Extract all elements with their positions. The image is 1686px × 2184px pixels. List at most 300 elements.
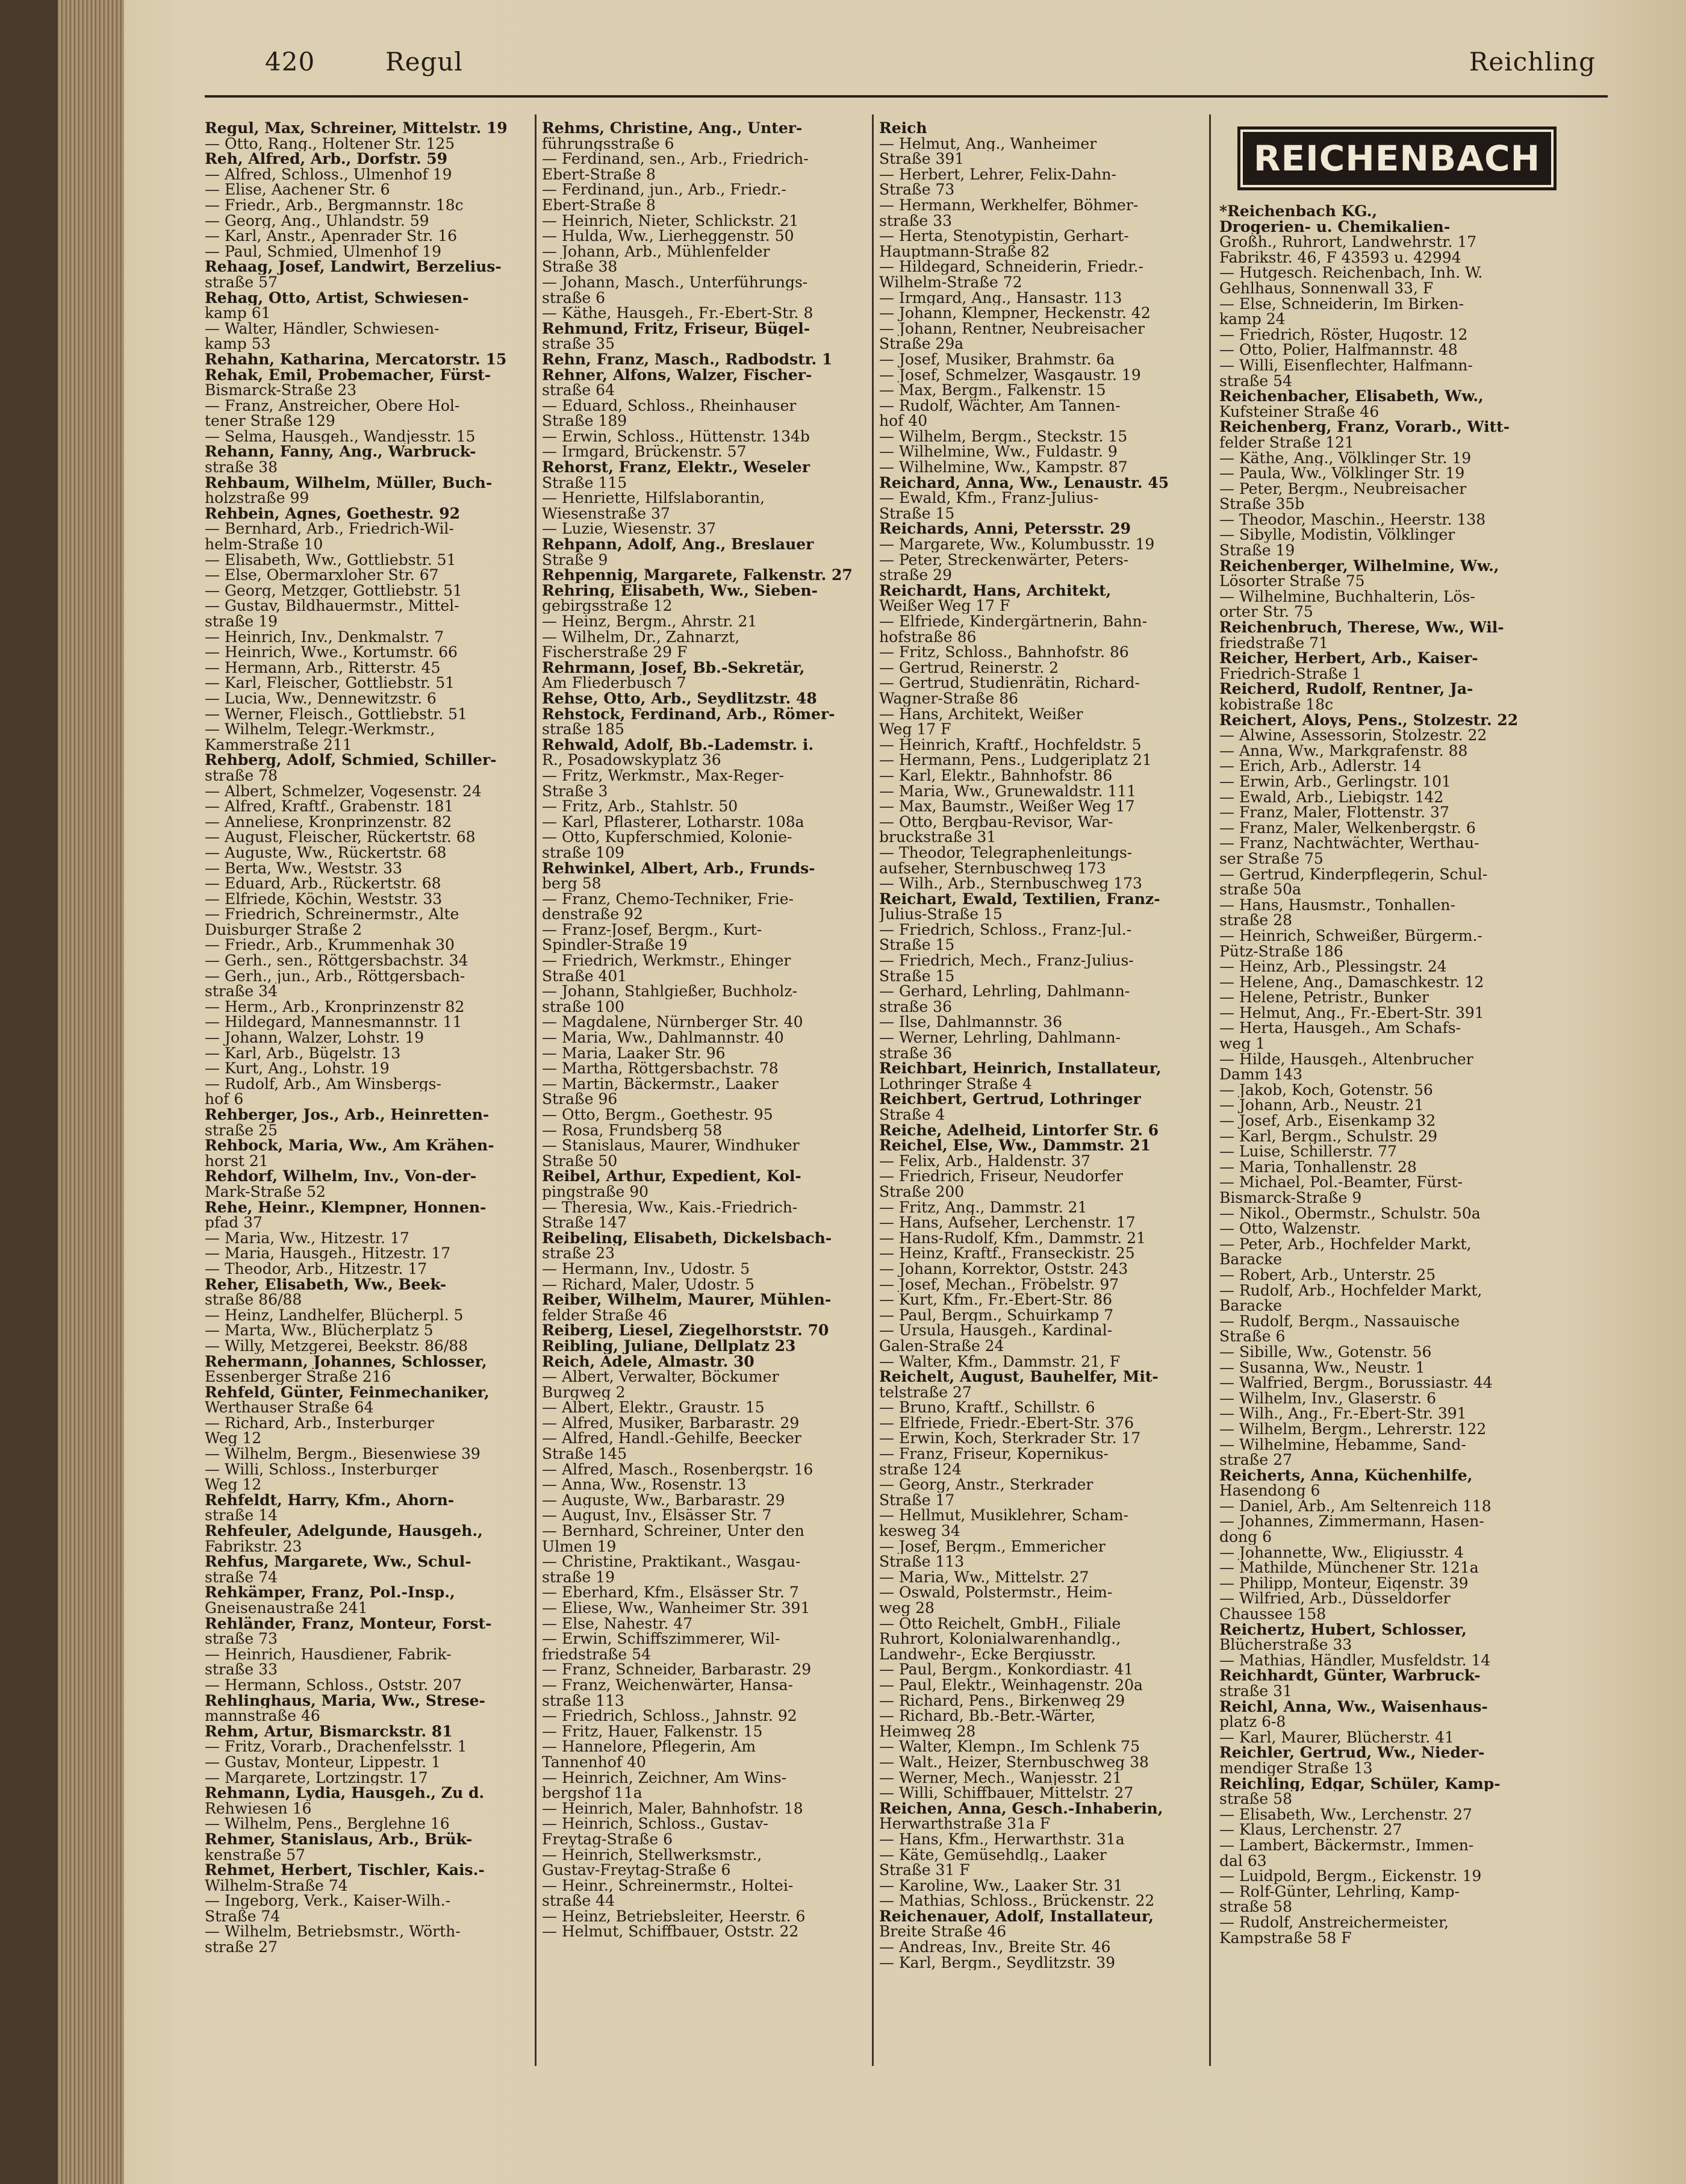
directory-column-1 xyxy=(205,120,530,1955)
directory-entry: — Theodor, Maschin., Heerstr. 138 xyxy=(1219,511,1486,528)
directory-entry: — Willi, Schiffbauer, Mittelstr. 27 xyxy=(879,1785,1134,1801)
directory-entry: — Johann, Arb., Neustr. 21 xyxy=(1219,1097,1424,1114)
directory-entry: — Karl, Pflasterer, Lotharstr. 108a xyxy=(542,814,804,830)
directory-entry: — Otto, Rang., Holtener Str. 125 xyxy=(205,136,455,152)
directory-entry: — Klaus, Lerchenstr. 27 xyxy=(1219,1822,1402,1838)
directory-entry: — Hildegard, Schneiderin, Friedr.- xyxy=(879,259,1143,275)
directory-entry: Breite Straße 46 xyxy=(879,1924,1007,1940)
directory-entry: straße 31 xyxy=(1219,1683,1292,1699)
directory-entry: Rehfeld, Günter, Feinmechaniker, xyxy=(205,1384,490,1400)
directory-entry: — Sibylle, Modistin, Völklinger xyxy=(1219,527,1455,543)
directory-entry: Rehmann, Lydia, Hausgeh., Zu d. xyxy=(205,1785,485,1801)
directory-entry: — Elisabeth, Ww., Lerchenstr. 27 xyxy=(1219,1806,1472,1823)
directory-entry: Straße 115 xyxy=(542,475,627,491)
directory-entry: — Paula, Ww., Völklinger Str. 19 xyxy=(1219,466,1465,481)
directory-entry: Reh, Alfred, Arb., Dorfstr. 59 xyxy=(205,151,448,167)
directory-entry: — Erwin, Koch, Sterkrader Str. 17 xyxy=(879,1431,1141,1447)
directory-entry: Werthauser Straße 64 xyxy=(205,1400,374,1415)
directory-entry: — Eduard, Arb., Rückertstr. 68 xyxy=(205,876,441,891)
directory-entry: Blücherstraße 33 xyxy=(1219,1637,1352,1653)
directory-entry: — Willi, Eisenflechter, Halfmann- xyxy=(1219,357,1473,373)
directory-entry: — Franz, Maler, Welkenbergstr. 6 xyxy=(1219,820,1476,836)
directory-entry: — Karl, Bergm., Schulstr. 29 xyxy=(1219,1128,1438,1144)
directory-entry: — Lambert, Bäckermstr., Immen- xyxy=(1219,1837,1474,1853)
directory-entry: Rehorst, Franz, Elektr., Weseler xyxy=(542,460,810,475)
directory-entry: Straße 15 xyxy=(879,968,955,984)
directory-entry: Reichert, Aloys, Pens., Stolzestr. 22 xyxy=(1219,712,1519,728)
directory-entry: Straße 3 xyxy=(542,783,608,799)
directory-entry: Rehahn, Katharina, Mercatorstr. 15 xyxy=(205,351,507,367)
directory-entry: Reher, Elisabeth, Ww., Beek- xyxy=(205,1276,447,1293)
directory-entry: Rehpennig, Margarete, Falkenstr. 27 xyxy=(542,567,853,583)
directory-entry: Burgweg 2 xyxy=(542,1384,626,1400)
directory-entry: — Friedrich, Mech., Franz-Julius- xyxy=(879,953,1134,969)
directory-entry: straße 19 xyxy=(205,614,278,629)
directory-entry: hofstraße 86 xyxy=(879,629,977,645)
directory-entry: — Oswald, Polstermstr., Heim- xyxy=(879,1585,1113,1600)
directory-entry: kamp 53 xyxy=(205,336,271,352)
directory-entry: — Irmgard, Ang., Hansastr. 113 xyxy=(879,290,1122,306)
directory-entry: Drogerien- u. Chemikalien- xyxy=(1219,219,1451,235)
directory-entry: — Theodor, Arb., Hitzestr. 17 xyxy=(205,1261,428,1277)
directory-entry: — Anna, Ww., Rosenstr. 13 xyxy=(542,1477,747,1493)
directory-entry: Rehberg, Adolf, Schmied, Schiller- xyxy=(205,752,497,768)
directory-entry: — Albert, Verwalter, Böckumer xyxy=(542,1369,779,1385)
directory-entry: — Fritz, Arb., Stahlstr. 50 xyxy=(542,799,738,814)
directory-entry: Am Fliederbusch 7 xyxy=(542,675,686,691)
directory-entry: — Helmut, Ang., Fr.-Ebert-Str. 391 xyxy=(1219,1005,1484,1021)
directory-entry: Wilhelm-Straße 72 xyxy=(879,274,1022,290)
directory-entry: — Heinrich, Nieter, Schlickstr. 21 xyxy=(542,213,799,229)
directory-entry: — Wilhelm, Bergm., Biesenwiese 39 xyxy=(205,1446,481,1462)
directory-entry: — Else, Nahestr. 47 xyxy=(542,1615,693,1632)
directory-entry: — Fritz, Vorarb., Drachenfelsstr. 1 xyxy=(205,1739,467,1755)
directory-entry: — Albert, Schmelzer, Vogesenstr. 24 xyxy=(205,783,482,799)
directory-entry: Reiche, Adelheid, Lintorfer Str. 6 xyxy=(879,1122,1159,1138)
directory-entry: Herwarthstraße 31a F xyxy=(879,1816,1051,1832)
directory-entry: straße 33 xyxy=(879,213,952,229)
book-page-edges xyxy=(58,0,124,2184)
directory-entry: *Reichenbach KG., xyxy=(1219,204,1378,219)
directory-entry: straße 27 xyxy=(1219,1452,1292,1468)
directory-entry: Reibel, Arthur, Expedient, Kol- xyxy=(542,1168,801,1184)
directory-entry: — Georg, Ang., Uhlandstr. 59 xyxy=(205,213,429,229)
directory-entry: kesweg 34 xyxy=(879,1523,960,1539)
directory-entry: Rehbaum, Wilhelm, Müller, Buch- xyxy=(205,475,493,491)
directory-entry: friedstraße 71 xyxy=(1219,635,1328,651)
directory-entry: — Rudolf, Bergm., Nassauische xyxy=(1219,1313,1460,1329)
directory-entry: — Ferdinand, sen., Arb., Friedrich- xyxy=(542,151,809,167)
directory-entry: — Heinrich, Inv., Denkmalstr. 7 xyxy=(205,629,444,645)
directory-entry: Rehmer, Stanislaus, Arb., Brük- xyxy=(205,1831,473,1847)
directory-entry: — Hermann, Pens., Ludgeriplatz 21 xyxy=(879,752,1152,768)
directory-entry: — Andreas, Inv., Breite Str. 46 xyxy=(879,1939,1111,1955)
directory-entry: dong 6 xyxy=(1219,1529,1272,1545)
directory-entry: Reichelt, August, Bauhelfer, Mit- xyxy=(879,1369,1159,1385)
directory-entry: straße 54 xyxy=(1219,373,1292,389)
directory-entry: Straße 73 xyxy=(879,182,955,198)
directory-entry: — Maria, Laaker Str. 96 xyxy=(542,1045,726,1061)
directory-entry: — Richard, Arb., Insterburger xyxy=(205,1415,434,1431)
directory-entry: Rehm, Artur, Bismarckstr. 81 xyxy=(205,1723,453,1739)
directory-entry: — Karl, Bergm., Seydlitzstr. 39 xyxy=(879,1955,1116,1971)
directory-entry: — Kurt, Kfm., Fr.-Ebert-Str. 86 xyxy=(879,1292,1113,1308)
directory-entry: straße 58 xyxy=(1219,1899,1292,1915)
directory-entry: — Hermann, Schloss., Oststr. 207 xyxy=(205,1677,462,1693)
directory-entry: — Theresia, Ww., Kais.-Friedrich- xyxy=(542,1199,798,1215)
directory-entry: Rehpann, Adolf, Ang., Breslauer xyxy=(542,537,814,552)
directory-entry: — Alfred, Masch., Rosenbergstr. 16 xyxy=(542,1461,813,1477)
directory-entry: Mark-Straße 52 xyxy=(205,1184,326,1200)
directory-entry: — Richard, Maler, Udostr. 5 xyxy=(542,1276,755,1293)
directory-entry: — Herbert, Lehrer, Felix-Dahn- xyxy=(879,166,1116,183)
directory-entry: — Wilhelm, Telegr.-Werkmstr., xyxy=(205,722,435,737)
directory-entry: — Rolf-Günter, Lehrling, Kamp- xyxy=(1219,1883,1460,1900)
directory-entry: Rehfeldt, Harry, Kfm., Ahorn- xyxy=(205,1492,455,1508)
directory-entry: Rehfeuler, Adelgunde, Hausgeh., xyxy=(205,1523,483,1539)
directory-entry: Regul, Max, Schreiner, Mittelstr. 19 xyxy=(205,120,508,136)
directory-entry: — Kurt, Ang., Lohstr. 19 xyxy=(205,1061,390,1076)
directory-entry: straße 6 xyxy=(542,290,606,306)
directory-entry: — Karl, Arb., Bügelstr. 13 xyxy=(205,1045,401,1061)
directory-entry: — Wilhelmine, Ww., Fuldastr. 9 xyxy=(879,444,1118,460)
page-header xyxy=(205,47,1608,98)
directory-entry: — Maria, Ww., Grunewaldstr. 111 xyxy=(879,783,1137,799)
directory-entry: Rehberger, Jos., Arb., Heinretten- xyxy=(205,1107,490,1123)
column-divider xyxy=(535,114,537,2066)
directory-entry: Straße 38 xyxy=(542,259,618,275)
reichenbach-logo: REICHENBACH xyxy=(1237,126,1557,190)
directory-entry: Friedrich-Straße 1 xyxy=(1219,666,1361,682)
directory-entry: — Erwin, Arb., Gerlingstr. 101 xyxy=(1219,773,1451,790)
directory-entry: — Hans, Aufseher, Lerchenstr. 17 xyxy=(879,1215,1136,1231)
directory-entry: — Irmgard, Brückenstr. 57 xyxy=(542,444,747,460)
directory-entry: — Heinz, Betriebsleiter, Heerstr. 6 xyxy=(542,1908,806,1924)
directory-entry: hof 40 xyxy=(879,413,928,429)
directory-entry: — Friedrich, Schloss., Jahnstr. 92 xyxy=(542,1708,797,1724)
directory-entry: — Heinz, Bergm., Ahrstr. 21 xyxy=(542,614,757,629)
directory-entry: — Selma, Hausgeh., Wandjesstr. 15 xyxy=(205,428,476,445)
directory-entry: — Helmut, Ang., Wanheimer xyxy=(879,136,1097,152)
directory-entry: kobistraße 18c xyxy=(1219,697,1334,713)
directory-entry: straße 109 xyxy=(542,844,624,861)
directory-entry: Rehdorf, Wilhelm, Inv., Von-der- xyxy=(205,1168,477,1184)
directory-entry: — Wilhelm, Betriebsmstr., Wörth- xyxy=(205,1924,461,1940)
directory-entry: — Wilhelm, Bergm., Lehrerstr. 122 xyxy=(1219,1421,1487,1437)
directory-entry: — Heinz, Kraftf., Franseckistr. 25 xyxy=(879,1246,1135,1261)
directory-entry: Reichenauer, Adolf, Installateur, xyxy=(879,1908,1154,1924)
directory-entry: straße 73 xyxy=(205,1631,278,1647)
directory-entry: horst 21 xyxy=(205,1153,269,1169)
directory-entry: Reichl, Anna, Ww., Waisenhaus- xyxy=(1219,1699,1488,1715)
directory-entry: Straße 29a xyxy=(879,336,964,352)
directory-entry: Heimweg 28 xyxy=(879,1723,976,1739)
directory-entry: Hasendong 6 xyxy=(1219,1483,1320,1499)
directory-entry: — Heinrich, Schloss., Gustav- xyxy=(542,1816,768,1832)
directory-entry: — Hans-Rudolf, Kfm., Dammstr. 21 xyxy=(879,1230,1146,1246)
directory-entry: straße 113 xyxy=(542,1693,624,1709)
directory-entry: — Hannelore, Pflegerin, Am xyxy=(542,1739,756,1755)
directory-entry: Wilhelm-Straße 74 xyxy=(205,1877,348,1894)
directory-entry: felder Straße 121 xyxy=(1219,434,1354,451)
directory-entry: — Hellmut, Musiklehrer, Scham- xyxy=(879,1508,1128,1524)
directory-entry: — Wilhelmine, Ww., Kampstr. 87 xyxy=(879,460,1128,475)
directory-entry: — Max, Bergm., Falkenstr. 15 xyxy=(879,382,1106,398)
directory-entry: Baracke xyxy=(1219,1252,1283,1267)
directory-entry: Reichenberg, Franz, Vorarb., Witt- xyxy=(1219,419,1510,435)
directory-entry: Baracke xyxy=(1219,1298,1283,1314)
directory-entry: platz 6-8 xyxy=(1219,1714,1286,1730)
directory-entry: — Martin, Bäckermstr., Laaker xyxy=(542,1076,779,1092)
directory-entry: — Hilde, Hausgeh., Altenbrucher xyxy=(1219,1051,1473,1067)
page-number: 420 xyxy=(265,47,316,76)
directory-entry: Straße 74 xyxy=(205,1908,281,1924)
directory-entry: — Martha, Röttgersbachstr. 78 xyxy=(542,1061,779,1076)
directory-entry: — Johann, Walzer, Lohstr. 19 xyxy=(205,1030,425,1046)
directory-entry: Fischerstraße 29 F xyxy=(542,644,688,660)
directory-entry: — Franz, Anstreicher, Obere Hol- xyxy=(205,398,460,414)
directory-entry: — Friedr., Arb., Bergmannstr. 18c xyxy=(205,197,464,213)
directory-entry: — Gerh., jun., Arb., Röttgersbach- xyxy=(205,968,465,984)
directory-entry: — Josef, Schmelzer, Wasgaustr. 19 xyxy=(879,367,1141,383)
directory-entry: Lösorter Straße 75 xyxy=(1219,573,1365,589)
directory-entry: felder Straße 46 xyxy=(542,1307,668,1323)
directory-entry: straße 28 xyxy=(1219,913,1292,928)
directory-entry: Reichenberger, Wilhelmine, Ww., xyxy=(1219,558,1499,574)
directory-entry: straße 38 xyxy=(205,460,278,475)
directory-entry: — Maria, Ww., Mittelstr. 27 xyxy=(879,1569,1089,1585)
directory-entry: Reichardt, Hans, Architekt, xyxy=(879,582,1112,599)
directory-entry: — Johann, Masch., Unterführungs- xyxy=(542,274,808,290)
directory-entry: — Maria, Hausgeh., Hitzestr. 17 xyxy=(205,1246,451,1261)
directory-entry: — Rudolf, Arb., Hochfelder Markt, xyxy=(1219,1282,1482,1299)
directory-entry: — Otto, Bergbau-Revisor, War- xyxy=(879,814,1113,830)
directory-entry: aufseher, Sternbuschweg 173 xyxy=(879,860,1106,876)
directory-entry: — Elfriede, Kindergärtnerin, Bahn- xyxy=(879,614,1148,629)
directory-entry: helm-Straße 10 xyxy=(205,537,323,552)
directory-entry: — Heinr., Schreinermstr., Holtei- xyxy=(542,1877,794,1894)
directory-entry: — Wilhelmine, Buchhalterin, Lös- xyxy=(1219,588,1475,605)
directory-entry: Spindler-Straße 19 xyxy=(542,937,688,953)
directory-entry: Straße 391 xyxy=(879,151,965,167)
directory-entry: Rehwiesen 16 xyxy=(205,1800,312,1817)
directory-entry: Straße 4 xyxy=(879,1107,945,1123)
directory-entry: straße 50a xyxy=(1219,882,1301,897)
directory-entry: — Wilhelm, Inv., Glaserstr. 6 xyxy=(1219,1390,1436,1406)
directory-entry: Reichel, Else, Ww., Dammstr. 21 xyxy=(879,1138,1151,1153)
directory-entry: Freytag-Straße 6 xyxy=(542,1831,673,1847)
directory-entry: — Stanislaus, Maurer, Windhuker xyxy=(542,1138,800,1153)
directory-entry: dal 63 xyxy=(1219,1853,1267,1869)
directory-entry: Rehwinkel, Albert, Arb., Frunds- xyxy=(542,860,815,876)
directory-entry: — Walt., Heizer, Sternbuschweg 38 xyxy=(879,1754,1149,1770)
directory-entry: — Friedr., Arb., Krummenhak 30 xyxy=(205,937,455,953)
directory-entry: mendiger Straße 13 xyxy=(1219,1760,1373,1776)
directory-entry: straße 19 xyxy=(542,1569,615,1585)
directory-entry: weg 1 xyxy=(1219,1036,1266,1052)
directory-entry: gebirgsstraße 12 xyxy=(542,598,673,614)
directory-entry: — Franz, Nachtwächter, Werthau- xyxy=(1219,835,1479,851)
directory-entry: Rehermann, Johannes, Schlosser, xyxy=(205,1353,487,1370)
directory-entry: — Auguste, Ww., Rückertstr. 68 xyxy=(205,844,447,861)
directory-entry: — Otto, Walzenstr. xyxy=(1219,1221,1361,1237)
directory-entry: — Josef, Bergm., Emmericher xyxy=(879,1538,1106,1555)
directory-entry: — Anneliese, Kronprinzenstr. 82 xyxy=(205,814,452,830)
directory-entry: — Eduard, Schloss., Rheinhauser xyxy=(542,398,797,414)
directory-entry: Gehlhaus, Sonnenwall 33, F xyxy=(1219,280,1434,296)
directory-entry: pingstraße 90 xyxy=(542,1184,649,1200)
directory-entry: — Paul, Elektr., Weinhagenstr. 20a xyxy=(879,1677,1143,1693)
directory-entry: — Käte, Gemüsehdlg., Laaker xyxy=(879,1847,1107,1863)
directory-entry: — Erwin, Schiffszimmerer, Wil- xyxy=(542,1631,780,1647)
directory-entry: denstraße 92 xyxy=(542,906,643,922)
directory-entry: — Heinz, Arb., Plessingstr. 24 xyxy=(1219,959,1447,975)
directory-entry: — Gerhard, Lehrling, Dahlmann- xyxy=(879,984,1130,999)
directory-entry: — Gertrud, Kinderpflegerin, Schul- xyxy=(1219,866,1488,882)
directory-entry: — Fritz, Ang., Dammstr. 21 xyxy=(879,1199,1087,1215)
column-divider xyxy=(872,114,874,2066)
directory-entry: — Maria, Ww., Dahlmannstr. 40 xyxy=(542,1030,784,1046)
directory-entry: Rehmet, Herbert, Tischler, Kais.- xyxy=(205,1862,485,1878)
directory-entry: Reichler, Gertrud, Ww., Nieder- xyxy=(1219,1745,1485,1761)
directory-entry: Reicherts, Anna, Küchenhilfe, xyxy=(1219,1467,1473,1484)
directory-entry: — Else, Schneiderin, Im Birken- xyxy=(1219,296,1464,312)
directory-entry: — Karl, Elektr., Bahnhofstr. 86 xyxy=(879,767,1113,784)
directory-entry: — August, Fleischer, Rückertstr. 68 xyxy=(205,829,476,845)
directory-entry: straße 36 xyxy=(879,999,952,1015)
directory-entry: — Johann, Arb., Mühlenfelder xyxy=(542,243,770,260)
directory-entry: Reiberg, Liesel, Ziegelhorststr. 70 xyxy=(542,1323,829,1338)
directory-entry: — Heinrich, Wwe., Kortumstr. 66 xyxy=(205,644,458,660)
directory-entry: Rehbock, Maria, Ww., Am Krähen- xyxy=(205,1138,494,1153)
directory-entry: — Ursula, Hausgeh., Kardinal- xyxy=(879,1323,1113,1338)
directory-entry: — Rudolf, Arb., Am Winsbergs- xyxy=(205,1076,441,1092)
directory-entry: friedstraße 54 xyxy=(542,1646,651,1662)
directory-entry: — Maria, Ww., Hitzestr. 17 xyxy=(205,1230,409,1246)
directory-entry: Reicherd, Rudolf, Rentner, Ja- xyxy=(1219,681,1473,697)
directory-entry: Straße 9 xyxy=(542,552,608,568)
directory-entry: — Ilse, Dahlmannstr. 36 xyxy=(879,1014,1062,1031)
directory-entry: — Susanna, Ww., Neustr. 1 xyxy=(1219,1359,1425,1376)
directory-entry: — Wilhelm, Bergm., Steckstr. 15 xyxy=(879,428,1128,445)
directory-entry: Reichertz, Hubert, Schlosser, xyxy=(1219,1621,1467,1638)
directory-entry: — Gustav, Bildhauermstr., Mittel- xyxy=(205,598,459,614)
directory-entry: — Hermann, Arb., Ritterstr. 45 xyxy=(205,660,441,676)
directory-entry: Ebert-Straße 8 xyxy=(542,197,656,213)
directory-entry: Reichling, Edgar, Schüler, Kamp- xyxy=(1219,1776,1501,1792)
directory-entry: Reichen, Anna, Gesch.-Inhaberin, xyxy=(879,1800,1163,1817)
directory-entry: — Walfried, Bergm., Borussiastr. 44 xyxy=(1219,1375,1493,1391)
directory-entry: Weißer Weg 17 F xyxy=(879,598,1010,614)
directory-entry: — Franz-Josef, Bergm., Kurt- xyxy=(542,922,762,938)
directory-entry: Weg 12 xyxy=(205,1431,262,1447)
directory-entry: — Anna, Ww., Markgrafenstr. 88 xyxy=(1219,743,1468,759)
directory-entry: straße 35 xyxy=(542,336,615,352)
directory-entry: — Heinrich, Zeichner, Am Wins- xyxy=(542,1770,787,1786)
directory-entry: — Elfriede, Köchin, Weststr. 33 xyxy=(205,891,443,907)
directory-entry: — Georg, Anstr., Sterkrader xyxy=(879,1477,1093,1493)
directory-entry: — Friedrich, Schreinermstr., Alte xyxy=(205,906,459,922)
directory-entry: — Max, Baumstr., Weißer Weg 17 xyxy=(879,799,1135,814)
directory-entry: Damm 143 xyxy=(1219,1067,1303,1082)
directory-entry: Weg 12 xyxy=(205,1477,262,1493)
directory-entry: — Willy, Metzgerei, Beekstr. 86/88 xyxy=(205,1338,468,1354)
directory-entry: — Albert, Elektr., Graustr. 15 xyxy=(542,1400,765,1415)
directory-entry: bruckstraße 31 xyxy=(879,829,997,845)
directory-entry: — Elise, Aachener Str. 6 xyxy=(205,182,390,198)
directory-entry: — August, Inv., Elsässer Str. 7 xyxy=(542,1508,772,1524)
directory-entry: straße 33 xyxy=(205,1662,278,1677)
directory-entry: Ebert-Straße 8 xyxy=(542,166,656,183)
directory-entry: — Bruno, Kraftf., Schillstr. 6 xyxy=(879,1400,1095,1415)
directory-entry: führungsstraße 6 xyxy=(542,136,674,152)
directory-entry: Straße 31 F xyxy=(879,1862,970,1878)
directory-column-3 xyxy=(879,120,1204,1970)
directory-entry: — Rudolf, Anstreichermeister, xyxy=(1219,1914,1449,1930)
directory-entry: — Elfriede, Friedr.-Ebert-Str. 376 xyxy=(879,1415,1134,1431)
directory-entry: Gustav-Freytag-Straße 6 xyxy=(542,1862,731,1878)
directory-entry: Straße 96 xyxy=(542,1091,618,1107)
directory-entry: — Herta, Hausgeh., Am Schafs- xyxy=(1219,1020,1461,1037)
directory-entry: — Gertrud, Studienrätin, Richard- xyxy=(879,675,1140,691)
directory-entry: — Philipp, Monteur, Eigenstr. 39 xyxy=(1219,1575,1469,1591)
directory-entry: — Elisabeth, Ww., Gottliebstr. 51 xyxy=(205,552,456,568)
directory-entry: — Paul, Schmied, Ulmenhof 19 xyxy=(205,243,441,260)
directory-entry: Reichhardt, Günter, Warbruck- xyxy=(1219,1668,1481,1683)
directory-entry: Bismarck-Straße 23 xyxy=(205,382,357,398)
directory-entry: straße 36 xyxy=(879,1045,952,1061)
directory-entry: Rehfus, Margarete, Ww., Schul- xyxy=(205,1554,471,1570)
directory-entry: — Gerh., sen., Röttgersbachstr. 34 xyxy=(205,953,468,969)
directory-entry: Reich xyxy=(879,120,927,136)
directory-entry: — Luzie, Wiesenstr. 37 xyxy=(542,521,717,537)
directory-entry: — Friedrich, Friseur, Neudorfer xyxy=(879,1168,1123,1184)
directory-entry: Rehak, Emil, Probemacher, Fürst- xyxy=(205,367,491,383)
directory-entry: — Herta, Stenotypistin, Gerhart- xyxy=(879,228,1129,244)
directory-entry: — Daniel, Arb., Am Seltenreich 118 xyxy=(1219,1498,1492,1514)
directory-entry: — Heinrich, Maler, Bahnhofstr. 18 xyxy=(542,1800,803,1817)
directory-entry: Galen-Straße 24 xyxy=(879,1338,1004,1354)
directory-entry: Weg 17 F xyxy=(879,722,951,737)
directory-entry: — Franz, Chemo-Techniker, Frie- xyxy=(542,891,794,907)
directory-entry: — Peter, Streckenwärter, Peters- xyxy=(879,552,1129,568)
directory-entry: Reichenbruch, Therese, Ww., Wil- xyxy=(1219,620,1504,635)
directory-entry: — Theodor, Telegraphenleitungs- xyxy=(879,844,1133,861)
directory-entry: straße 86/88 xyxy=(205,1292,302,1308)
column-divider xyxy=(1209,114,1211,2066)
directory-entry: — Otto, Polier, Halfmannstr. 48 xyxy=(1219,342,1458,358)
directory-entry: — Erwin, Schloss., Hüttenstr. 134b xyxy=(542,428,810,445)
directory-entry: Straße 15 xyxy=(879,505,955,522)
directory-entry: Landwehr-, Ecke Bergiusstr. xyxy=(879,1646,1097,1662)
directory-entry: tener Straße 129 xyxy=(205,413,335,429)
directory-entry: Rehländer, Franz, Monteur, Forst- xyxy=(205,1615,492,1632)
directory-entry: — Josef, Mechan., Fröbelstr. 97 xyxy=(879,1276,1119,1293)
directory-entry: — Luise, Schillerstr. 77 xyxy=(1219,1144,1397,1159)
directory-entry: — Gustav, Monteur, Lippestr. 1 xyxy=(205,1754,441,1770)
directory-entry: straße 44 xyxy=(542,1893,615,1909)
directory-entry: Kufsteiner Straße 46 xyxy=(1219,404,1380,420)
directory-entry: — Wilh., Arb., Sternbuschweg 173 xyxy=(879,876,1142,891)
directory-entry: — Richard, Pens., Birkenweg 29 xyxy=(879,1693,1125,1709)
directory-entry: — Ingeborg, Verk., Kaiser-Wilh.- xyxy=(205,1893,451,1909)
directory-entry: — Wilhelm, Dr., Zahnarzt, xyxy=(542,629,740,645)
directory-entry: — Luidpold, Bergm., Eickenstr. 19 xyxy=(1219,1868,1482,1884)
directory-entry: Rehe, Heinr., Klempner, Honnen- xyxy=(205,1199,487,1215)
directory-entry: straße 78 xyxy=(205,767,278,784)
directory-entry: Rehrmann, Josef, Bb.-Sekretär, xyxy=(542,660,805,676)
directory-entry: Reichards, Anni, Petersstr. 29 xyxy=(879,521,1131,537)
